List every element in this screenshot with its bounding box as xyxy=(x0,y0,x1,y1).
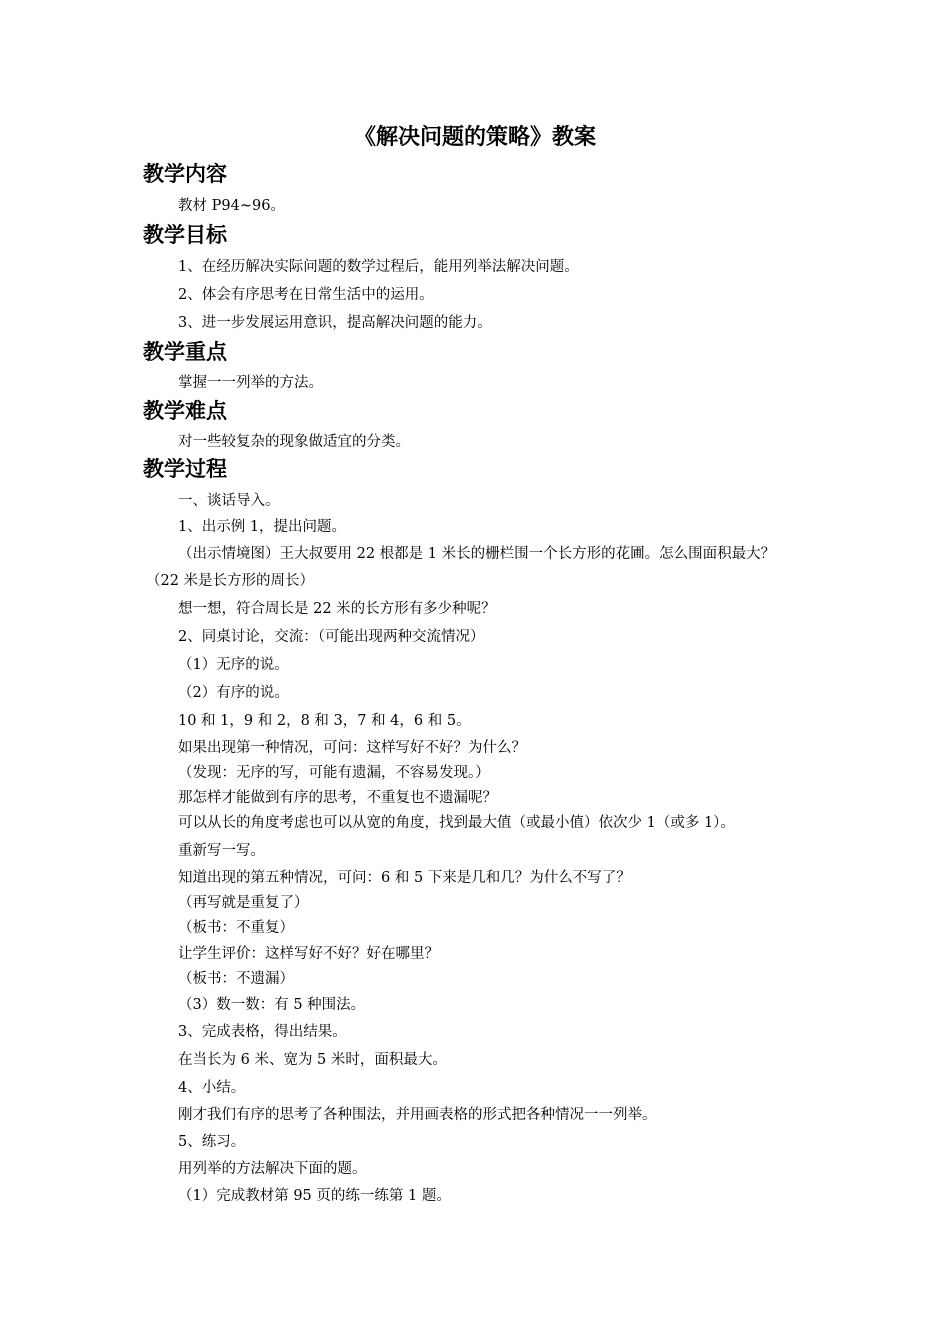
process-line: 可以从长的角度考虑也可以从宽的角度，找到最大值（或最小值）依次少 1（或多 1）。 xyxy=(178,815,735,831)
process-line: 2、同桌讨论，交流：（可能出现两种交流情况） xyxy=(178,629,485,645)
process-line: 想一想，符合周长是 22 米的长方形有多少种呢？ xyxy=(178,601,496,617)
heading-difficulty: 教学难点 xyxy=(143,398,227,423)
process-line: （再写就是重复了） xyxy=(178,895,309,911)
goal-line-1: 1、在经历解决实际问题的数学过程后，能用列举法解决问题。 xyxy=(178,259,579,275)
difficulty-line: 对一些较复杂的现象做适宜的分类。 xyxy=(178,434,410,450)
process-line: 刚才我们有序的思考了各种围法，并用画表格的形式把各种情况一一列举。 xyxy=(178,1107,657,1123)
process-line: 知道出现的第五种情况，可问：6 和 5 下来是几和几？为什么不写了？ xyxy=(178,870,631,886)
process-line: 10 和 1，9 和 2，8 和 3，7 和 4，6 和 5。 xyxy=(178,713,471,729)
process-line: （2）有序的说。 xyxy=(178,685,289,701)
process-line: （板书：不遗漏） xyxy=(178,971,294,987)
goal-line-2: 2、体会有序思考在日常生活中的运用。 xyxy=(178,287,434,303)
key-line: 掌握一一列举的方法。 xyxy=(178,375,323,391)
process-line: （22 米是长方形的周长） xyxy=(146,573,315,589)
process-line: （发现：无序的写，可能有遗漏，不容易发现。） xyxy=(178,765,490,781)
process-line: 那怎样才能做到有序的思考，不重复也不遗漏呢？ xyxy=(178,790,497,806)
process-line: 如果出现第一种情况，可问：这样写好不好？为什么？ xyxy=(178,740,526,756)
process-line: 4、小结。 xyxy=(178,1080,246,1096)
process-line: 3、完成表格，得出结果。 xyxy=(178,1024,347,1040)
process-line: 让学生评价：这样写好不好？好在哪里？ xyxy=(178,946,439,962)
heading-content: 教学内容 xyxy=(143,161,227,186)
goal-line-3: 3、进一步发展运用意识，提高解决问题的能力。 xyxy=(178,315,492,331)
document-title: 《解决问题的策略》教案 xyxy=(353,124,596,150)
content-line: 教材 P94~96。 xyxy=(178,198,285,214)
process-line: 重新写一写。 xyxy=(178,843,265,859)
process-line: 一、谈话导入。 xyxy=(178,493,280,509)
process-line: （1）完成教材第 95 页的练一练第 1 题。 xyxy=(178,1188,451,1204)
heading-goals: 教学目标 xyxy=(143,222,227,247)
process-line: （3）数一数：有 5 种围法。 xyxy=(178,997,366,1013)
process-line: （1）无序的说。 xyxy=(178,657,289,673)
process-line: 在当长为 6 米、宽为 5 米时，面积最大。 xyxy=(178,1052,447,1068)
heading-process: 教学过程 xyxy=(143,456,227,481)
process-line: （板书：不重复） xyxy=(178,920,294,936)
process-line: 用列举的方法解决下面的题。 xyxy=(178,1161,367,1177)
heading-key: 教学重点 xyxy=(143,339,227,364)
process-line: （出示情境图）王大叔要用 22 根都是 1 米长的栅栏围一个长方形的花圃。怎么围面积最大？ xyxy=(178,546,776,562)
process-line: 5、练习。 xyxy=(178,1134,246,1150)
process-line: 1、出示例 1，提出问题。 xyxy=(178,519,347,535)
